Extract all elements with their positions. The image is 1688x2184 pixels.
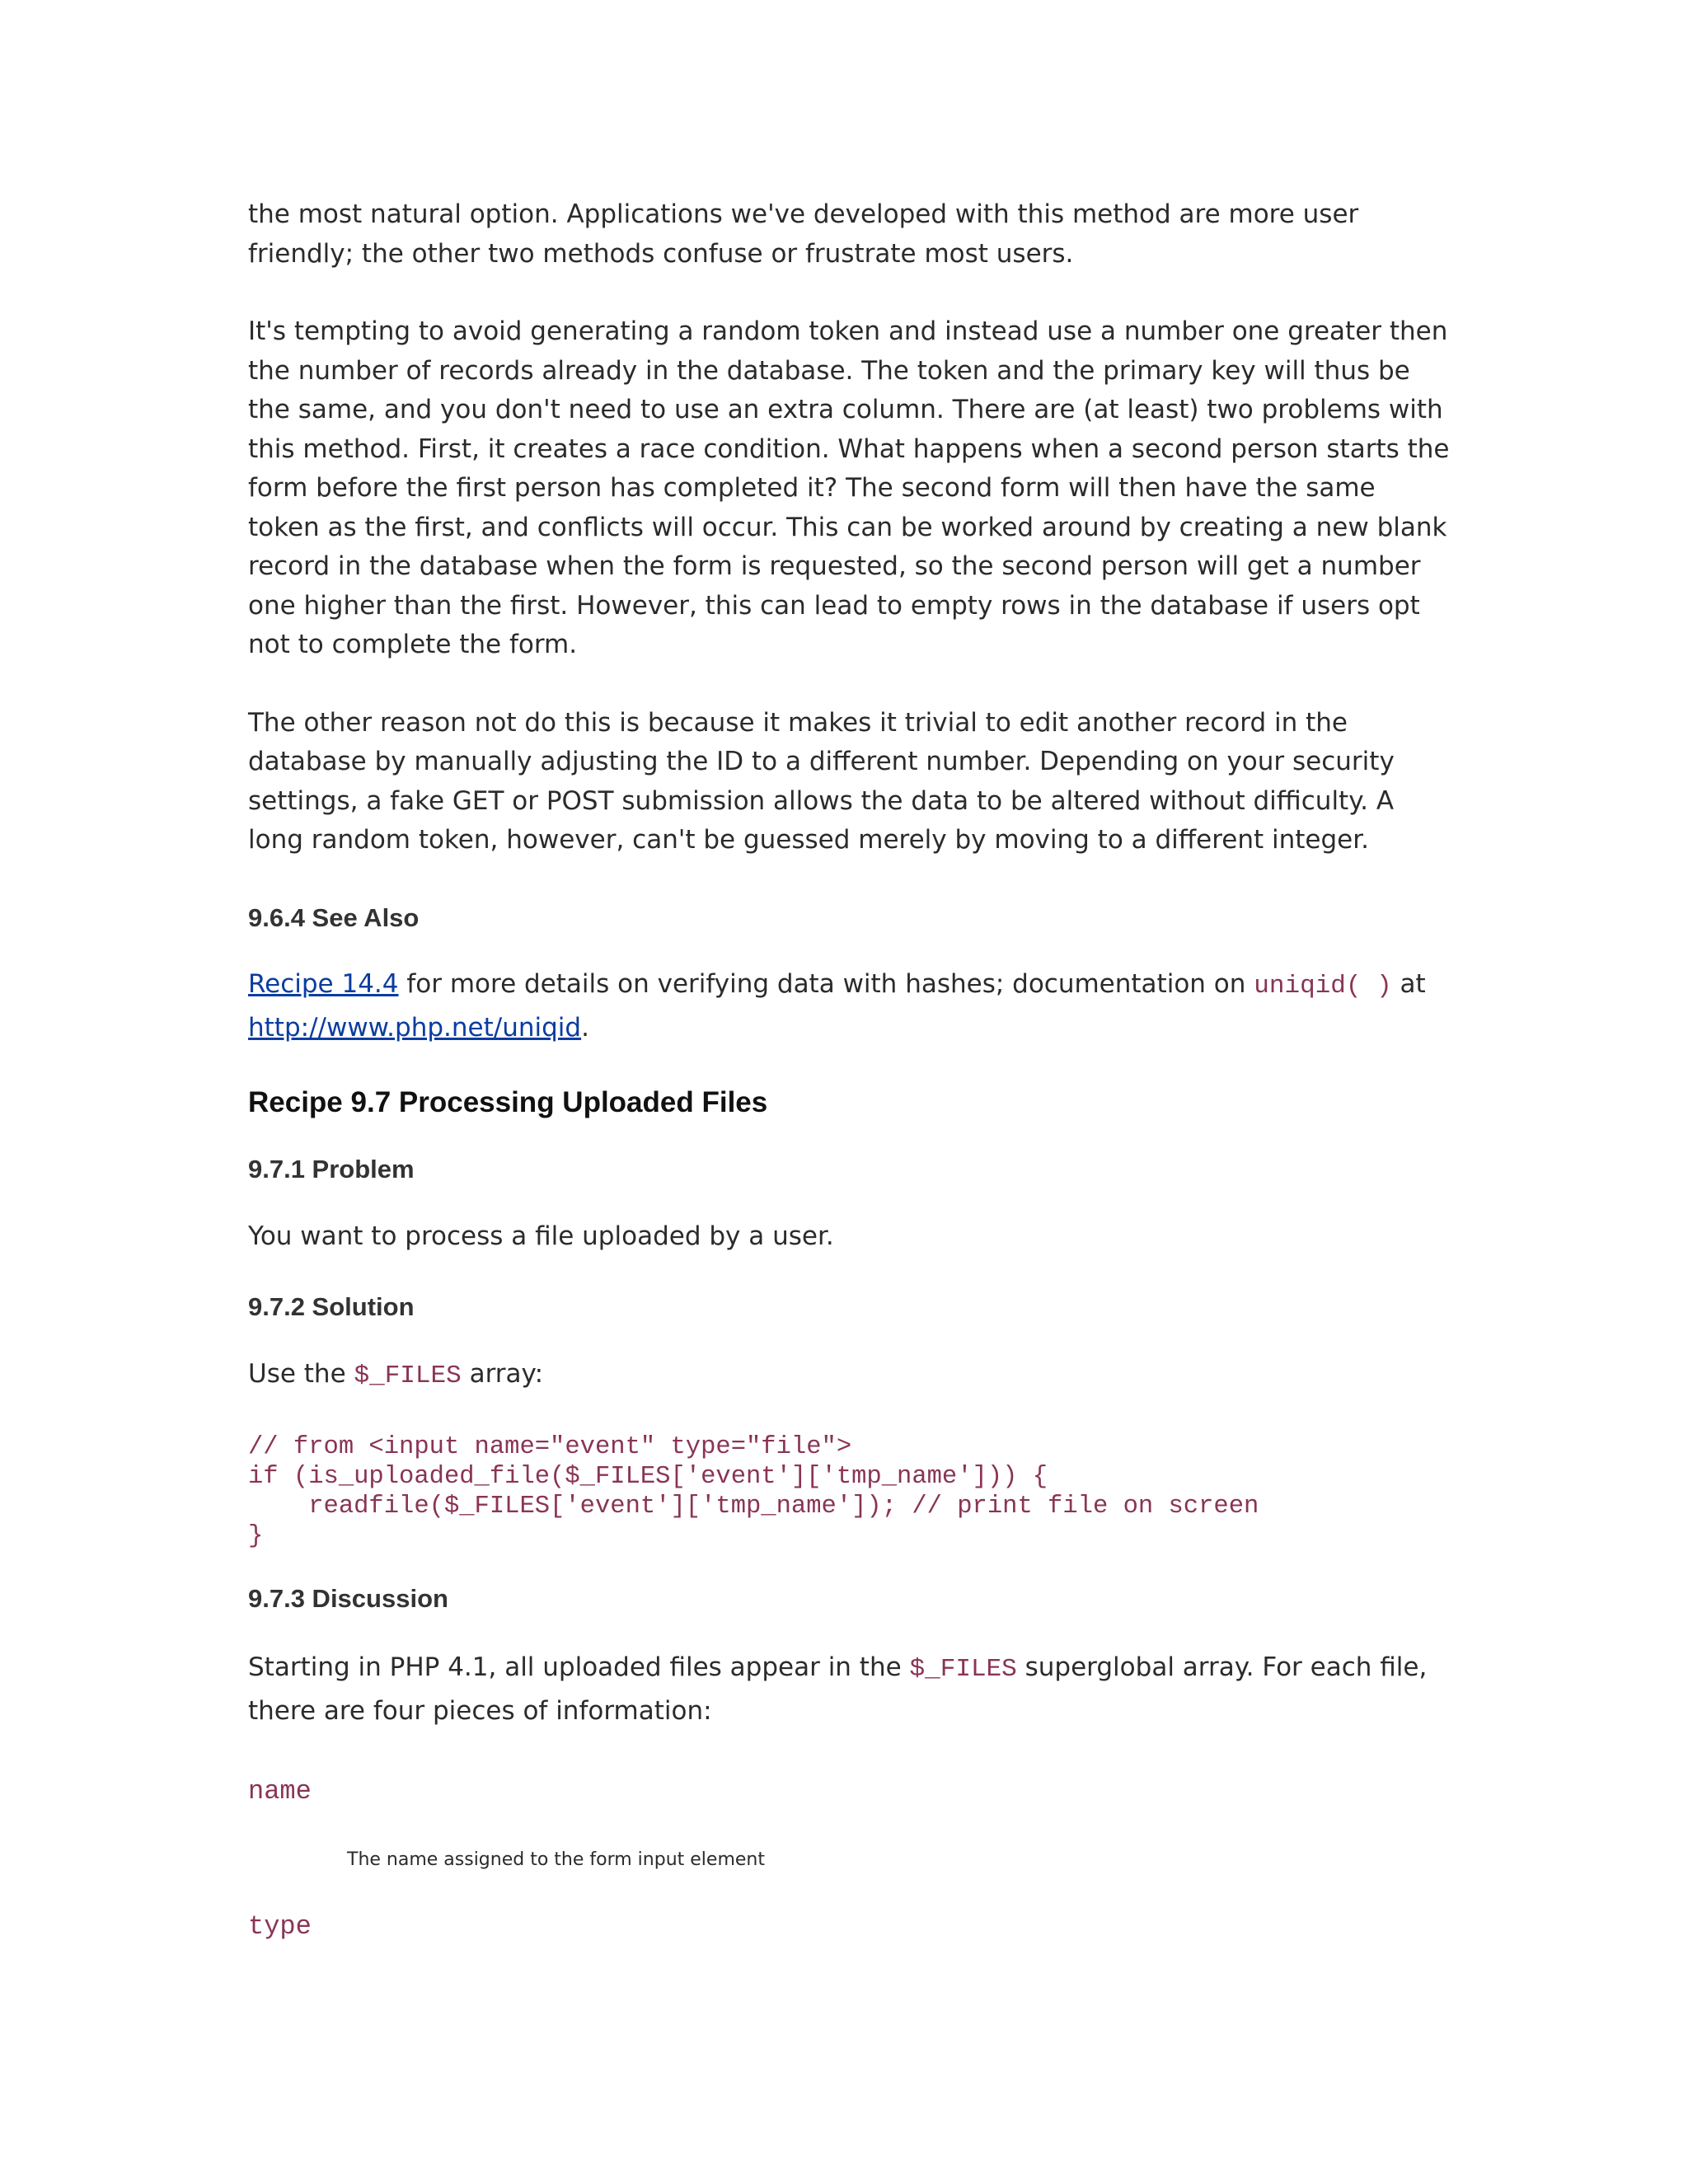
discussion-text-pre: Starting in PHP 4.1, all uploaded files appear in the	[248, 1652, 910, 1682]
code-line: readfile($_FILES['event']['tmp_name']); // print file on screen	[248, 1492, 1259, 1521]
problem-heading: 9.7.1 Problem	[248, 1154, 415, 1183]
solution-text-post: array:	[461, 1359, 544, 1389]
files-code: $_FILES	[354, 1361, 462, 1390]
paragraph: the most natural option. Applications we've developed with this method are more user friendly; the other two methods confuse or frustrate most users.	[248, 199, 1359, 269]
code-line: if (is_uploaded_file($_FILES['event']['tmp_name'])) {	[248, 1462, 1048, 1491]
discussion-heading: 9.7.3 Discussion	[248, 1583, 448, 1613]
see-also-paragraph	[248, 963, 1451, 1049]
document-page	[248, 195, 1451, 1943]
recipe-14-4-link[interactable]: Recipe 14.4	[248, 968, 399, 999]
definition-term: type	[248, 1910, 312, 1942]
discussion-text	[248, 1647, 1451, 1732]
solution-heading: 9.7.2 Solution	[248, 1292, 415, 1321]
code-block	[248, 1432, 1451, 1551]
solution-text	[248, 1355, 1451, 1396]
paragraph: It's tempting to avoid generating a random token and instead use a number one greater then the number of records already in the database. The token and the primary key will thus be the same, and you don't need to use an extra column. There are (at least) two problems with this method. First, it creates a race condition. What happens when a second person starts the form before the first person has completed it? The second form will then have the same token as the first, and conflicts will occur. This can be worked around by creating a new blank record in the database when the form is requested, so the second person will get a number one higher than the first. However, this can lead to empty rows in the database if users opt not to complete the form.	[248, 316, 1450, 659]
see-also-text: for more details on verifying data with hashes; documentation on	[398, 968, 1254, 999]
paragraph: The other reason not do this is because it makes it trivial to edit another record in the database by manually adjusting the ID to a different number. Depending on your security settings, a fake GET or POST submission allows the data to be altered without difficulty. A long random token, however, can't be guessed merely by moving to a different integer.	[248, 707, 1395, 855]
recipe-title: Recipe 9.7 Processing Uploaded Files	[248, 1085, 768, 1118]
solution-text-pre: Use the	[248, 1359, 354, 1389]
definition-term: name	[248, 1775, 312, 1807]
see-also-text: .	[581, 1012, 589, 1043]
php-uniqid-link[interactable]: http://www.php.net/uniqid	[248, 1012, 582, 1043]
see-also-heading: 9.6.4 See Also	[248, 902, 420, 932]
definition-description: The name assigned to the form input element	[347, 1849, 765, 1870]
problem-text: You want to process a file uploaded by a user.	[248, 1221, 834, 1251]
see-also-text: at	[1391, 968, 1426, 999]
code-line: // from <input name="event" type="file">	[248, 1432, 852, 1461]
code-line: }	[248, 1521, 264, 1550]
files-code: $_FILES	[909, 1654, 1017, 1684]
uniqid-code: uniqid( )	[1254, 971, 1392, 1001]
discussion-text-post: superglobal array. For each file, there are four pieces of information:	[248, 1652, 1428, 1726]
